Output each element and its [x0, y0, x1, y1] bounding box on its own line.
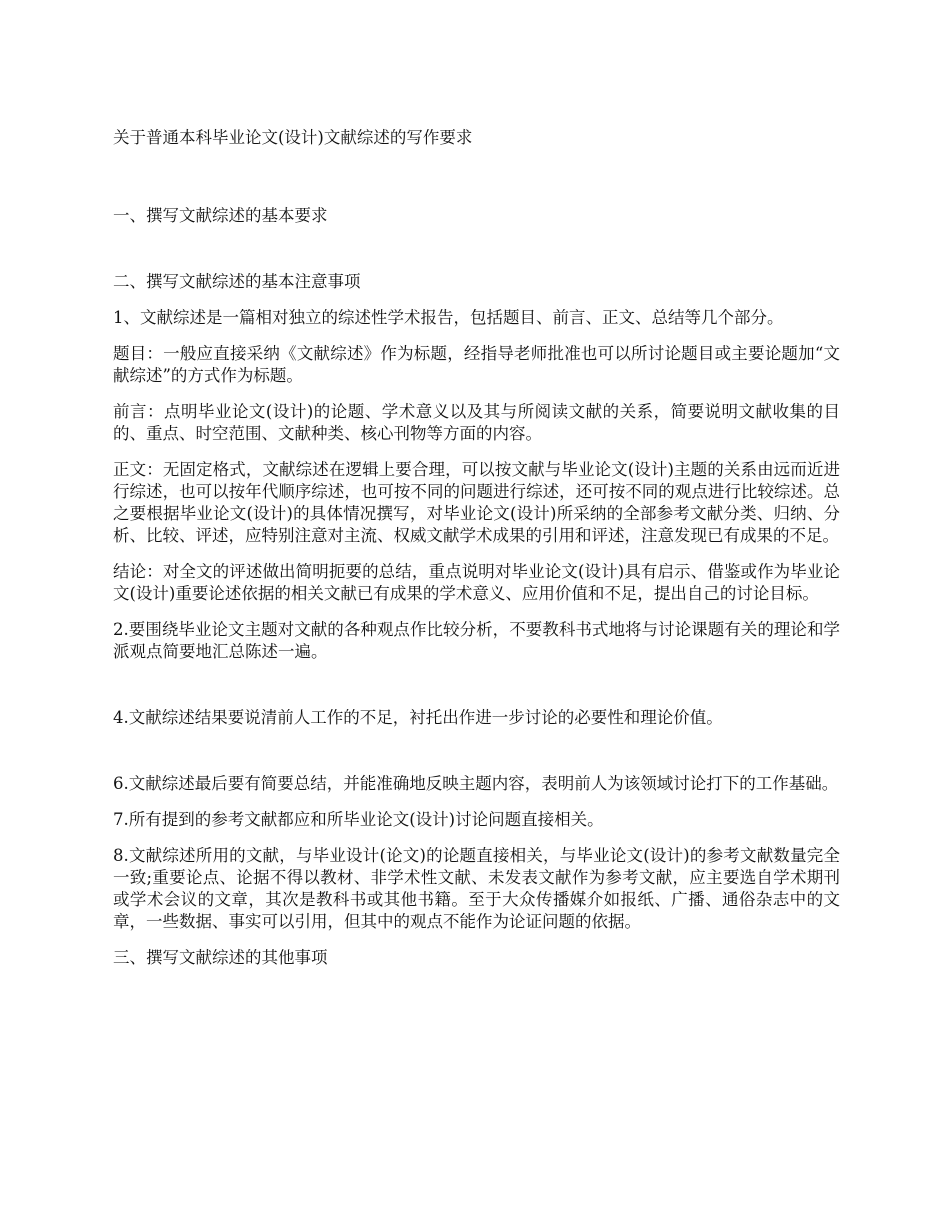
paragraph-item-2: 2.要围绕毕业论文主题对文献的各种观点作比较分析，不要教科书式地将与讨论课题有关的理论和学派观点简要地汇总陈述一遍。 — [113, 620, 840, 661]
section-heading-2: 二、撰写文献综述的基本注意事项 — [113, 272, 361, 291]
paragraph-item-1: 1、文献综述是一篇相对独立的综述性学术报告，包括题目、前言、正文、总结等几个部分。 — [113, 308, 784, 327]
paragraph-item-4: 4.文献综述结果要说清前人工作的不足，衬托出作进一步讨论的必要性和理论价值。 — [113, 708, 723, 727]
section-heading-1: 一、撰写文献综述的基本要求 — [113, 206, 328, 225]
paragraph-item-7: 7.所有提到的参考文献都应和所毕业论文(设计)讨论问题直接相关。 — [113, 810, 604, 829]
paragraph-topic: 题目：一般应直接采纳《文献综述》作为标题，经指导老师批准也可以所讨论题目或主要论题加“文献综述”的方式作为标题。 — [113, 344, 840, 385]
paragraph-item-6: 6.文献综述最后要有简要总结，并能准确地反映主题内容，表明前人为该领域讨论打下的工作基础。 — [113, 774, 839, 793]
document-page — [113, 120, 840, 969]
paragraph-item-8: 8.文献综述所用的文献，与毕业设计(论文)的论题直接相关，与毕业论文(设计)的参考文献数量完全一致;重要论点、论据不得以教材、非学术性文献、未发表文献作为参考文献，应主要选自学术期刊或学术会议的文章，其次是教科书或其他书籍。至于大众传播媒介如报纸、广播、通俗杂志中的文章，一些数据、事实可以引用，但其中的观点不能作为论证问题的依据。 — [113, 846, 840, 931]
document-title: 关于普通本科毕业论文(设计)文献综述的写作要求 — [113, 128, 473, 147]
paragraph-preface: 前言：点明毕业论文(设计)的论题、学术意义以及其与所阅读文献的关系，简要说明文献收集的目的、重点、时空范围、文献种类、核心刊物等方面的内容。 — [113, 402, 840, 443]
paragraph-conclusion: 结论：对全文的评述做出简明扼要的总结，重点说明对毕业论文(设计)具有启示、借鉴或作为毕业论文(设计)重要论述依据的相关文献已有成果的学术意义、应用价值和不足，提出自己的讨论目标。 — [113, 562, 840, 603]
section-heading-3: 三、撰写文献综述的其他事项 — [113, 948, 328, 967]
paragraph-body: 正文：无固定格式，文献综述在逻辑上要合理，可以按文献与毕业论文(设计)主题的关系由远而近进行综述，也可以按年代顺序综述，也可按不同的问题进行综述，还可按不同的观点进行比较综述。总之要根据毕业论文(设计)的具体情况撰写，对毕业论文(设计)所采纳的全部参考文献分类、归纳、分析、比较、评述，应特别注意对主流、权威文献学术成果的引用和评述，注意发现已有成果的不足。 — [113, 460, 840, 545]
